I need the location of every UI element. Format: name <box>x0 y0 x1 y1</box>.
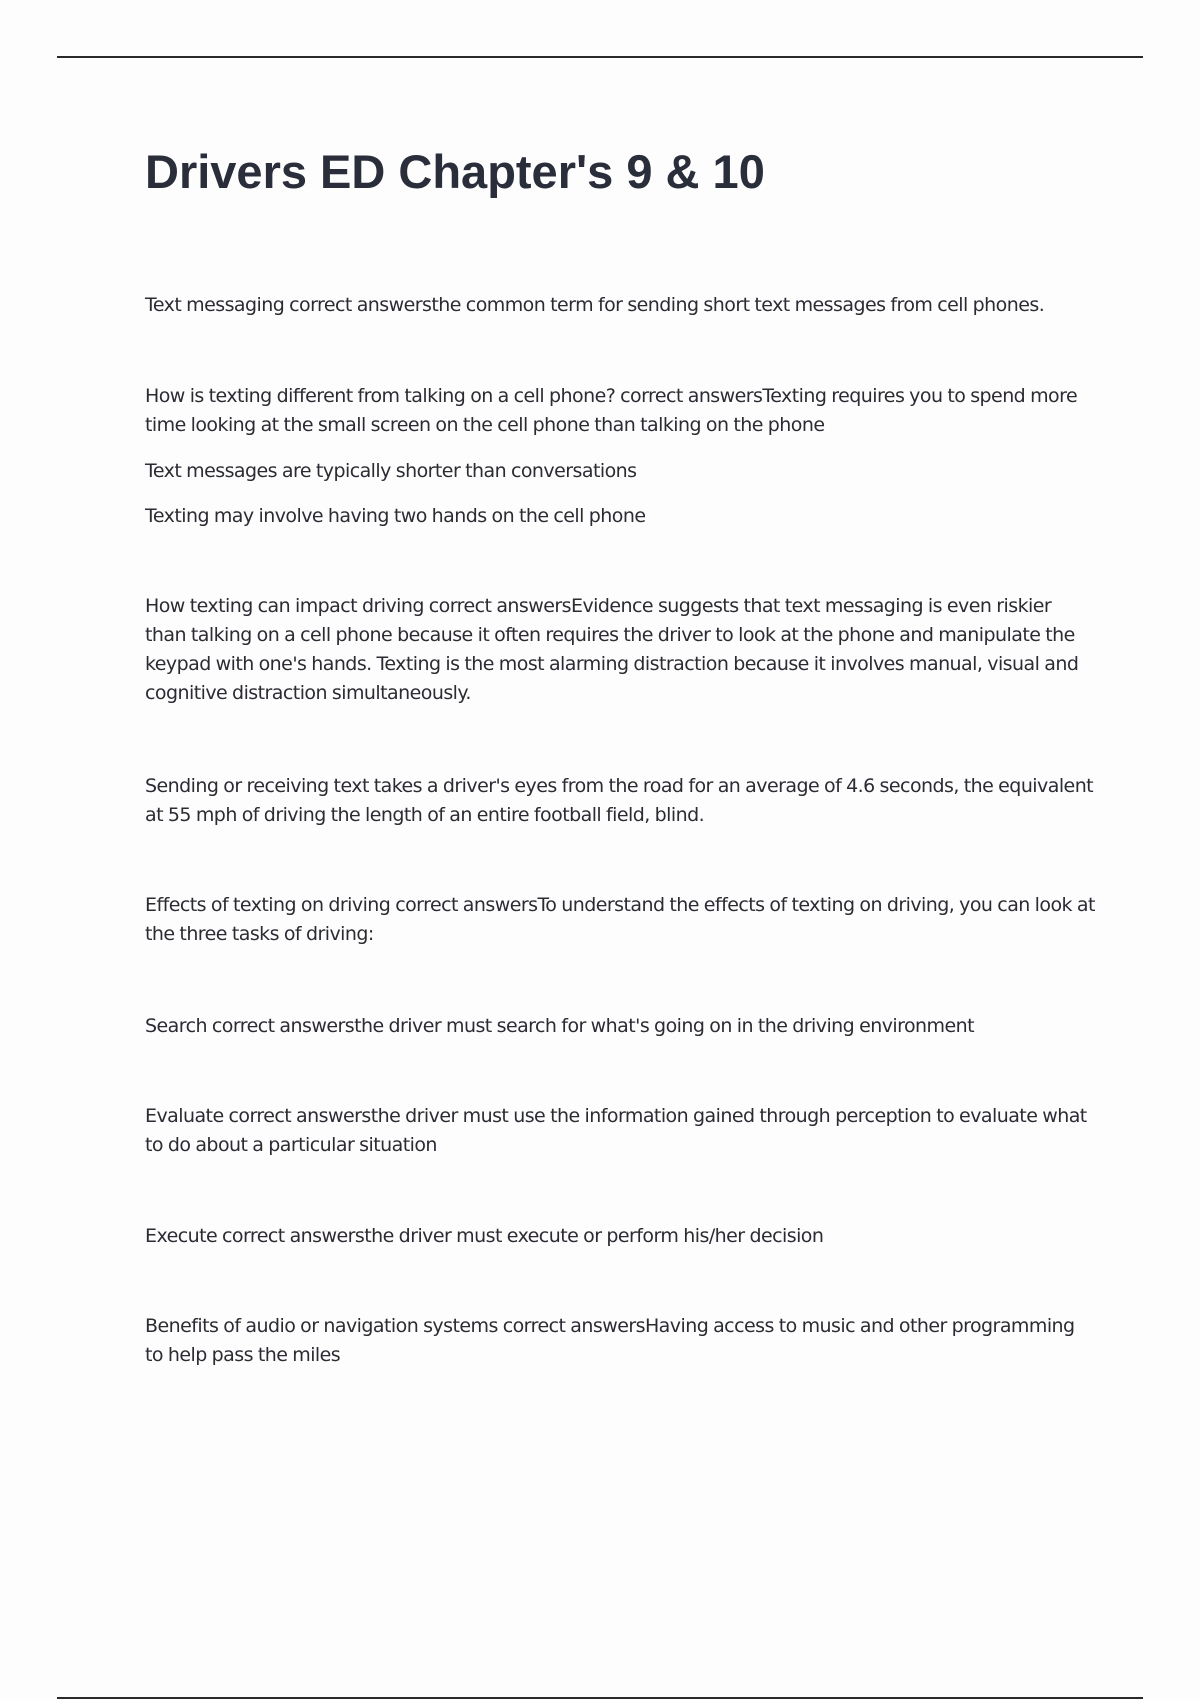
paragraph-texting-vs-talking: How is texting different from talking on a cell phone? correct answersTexting requires you to spend more time looking at the small screen on the cell phone than talking on the phone <box>145 385 1078 436</box>
paragraph-evaluate: Evaluate correct answersthe driver must use the information gained through perception to evaluate what to do about a particular situation <box>145 1105 1087 1156</box>
paragraph-eyes-off-road: Sending or receiving text takes a driver's eyes from the road for an average of 4.6 seconds, the equivalent at 55 mph of driving the length of an entire football field, blind. <box>145 775 1094 826</box>
bottom-rule <box>57 1697 1143 1699</box>
paragraph-execute: Execute correct answersthe driver must execute or perform his/her decision <box>145 1225 824 1247</box>
paragraph-effects-of-texting: Effects of texting on driving correct answersTo understand the effects of texting on driving, you can look at the three tasks of driving: <box>145 894 1095 945</box>
paragraph-audio-navigation: Benefits of audio or navigation systems correct answersHaving access to music and other programming to help pass the miles <box>145 1315 1075 1366</box>
paragraph-texting-impact: How texting can impact driving correct answersEvidence suggests that text messaging is even riskier than talking on a cell phone because it often requires the driver to look at the phone and manipulate the keypad with one's hands. Texting is the most alarming distraction because it involves manual, visual and cognitive distraction simultaneously. <box>145 595 1079 704</box>
paragraph-search: Search correct answersthe driver must search for what's going on in the driving environment <box>145 1015 975 1037</box>
paragraph-shorter-messages: Text messages are typically shorter than conversations <box>145 460 637 482</box>
paragraph-two-hands: Texting may involve having two hands on the cell phone <box>145 505 646 527</box>
top-rule <box>57 56 1143 58</box>
document-title: Drivers ED Chapter's 9 & 10 <box>145 145 765 198</box>
paragraph-text-messaging: Text messaging correct answersthe common term for sending short text messages from cell phones. <box>145 294 1045 316</box>
